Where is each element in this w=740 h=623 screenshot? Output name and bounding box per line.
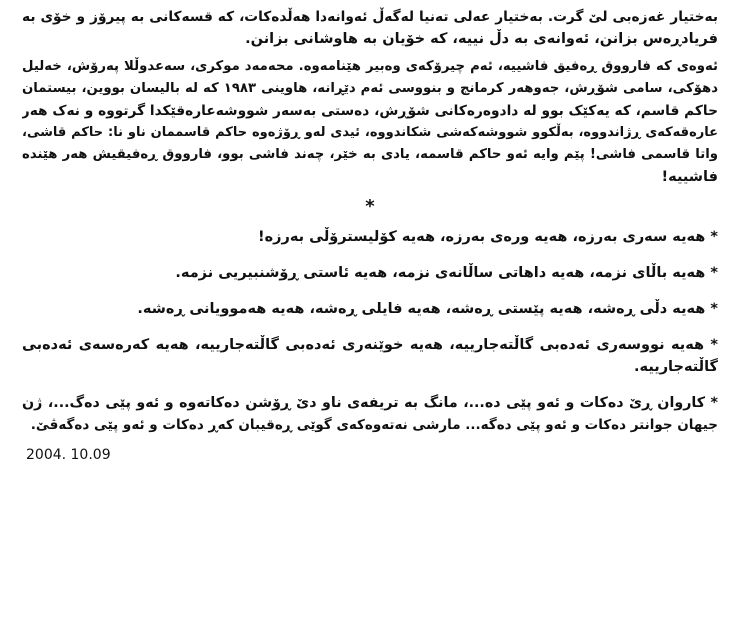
- bullet-line: * هەیە باڵای نزمە، هەیە داهاتی ساڵانەی نزمە، هەیە ئاستی ڕۆشنبیریی نزمە.: [175, 265, 718, 281]
- bullet-item-5: [22, 392, 718, 436]
- bullet-line: * هەیە دڵی ڕەشە، هەیە پێستی ڕەشە، هەیە فایلی ڕەشە، هەیە هەموویانی ڕەشە.: [137, 301, 718, 317]
- bullet-line: جیهان جوانتر دەکات و ئەو پێی دەگە... مارشی نەتەوەکەی گوێی ڕەقیبان کەڕ دەکات و ئەو پێی دەگەڤێ.: [30, 417, 718, 433]
- bullet-line: گاڵتەجارییە.: [634, 359, 718, 375]
- text-line: واتا قاسمی فاشی! پێم وایە ئەو حاکم قاسمە، یادی بە خێر، چەند فاشی بوو، فارووق ڕەفیقیش هەر هێندە: [22, 147, 718, 162]
- bullet-line: * هەیە سەری بەرزە، هەیە ورەی بەرزە، هەیە کۆلیسترۆڵی بەرزە!: [258, 229, 718, 245]
- bullet-item-3: [22, 298, 718, 320]
- text-line: فریادڕەس بزانن، ئەوانەی بە دڵ نییە، کە خۆیان بە هاوشانی بزانن.: [245, 31, 718, 47]
- paragraph-1: [22, 6, 718, 50]
- article-page: [22, 6, 718, 466]
- text-line: فاشییە!: [661, 169, 718, 185]
- paragraph-2: [22, 56, 718, 188]
- bullet-line: * کاروان ڕێ دەکات و ئەو پێی دە...، مانگ بە تریفەی ناو دێ ڕۆشن دەکاتەوە و ئەو پێی دەگ...، ژن: [22, 395, 718, 411]
- text-line: دهۆکی، سامی شۆڕش، جەوهەر کرمانج و بنووسی ئەم دێڕانە، هاوینی ١٩٨٣ کە لە بالیسان بووین، بیستمان: [22, 81, 718, 96]
- bullet-item-4: [22, 334, 718, 378]
- text-line: عارەقەکەی ڕژاندووە، بەڵکوو شووشەکەشی شکاندووە، ئیدی لەو ڕۆژەوە حاکم قاسممان ناو نا: حاکم قاشی،: [22, 125, 718, 140]
- bullet-item-1: [22, 226, 718, 248]
- bullet-line: * هەیە نووسەری ئەدەبی گاڵتەجارییە، هەیە خوێنەری ئەدەبی گاڵتەجارییە، هەیە کەرەسەی ئەدەبی: [22, 337, 718, 353]
- bullet-item-2: [22, 262, 718, 284]
- text-line: ئەوەی کە فارووق ڕەفیق فاشییە، ئەم چیرۆکەی وەبیر هێنامەوە. محەمەد موکری، سەعدوڵلا پەرۆش، خەلیل: [22, 59, 718, 74]
- text-line: بەختیار غەزەبی لێ گرت. بەختیار عەلی تەنیا لەگەڵ ئەوانەدا هەڵدەکات، کە قسەکانی بە پیرۆز و خۆی بە: [22, 9, 718, 25]
- text-line: حاکم قاسم، کە یەکێک بوو لە دادوەرەکانی شۆڕش، دەستی بەسەر شووشەعارەقێکدا گرتووە و نەک هەر: [22, 103, 718, 119]
- article-date: 2004. 10.09: [26, 447, 111, 463]
- section-separator: *: [365, 196, 375, 217]
